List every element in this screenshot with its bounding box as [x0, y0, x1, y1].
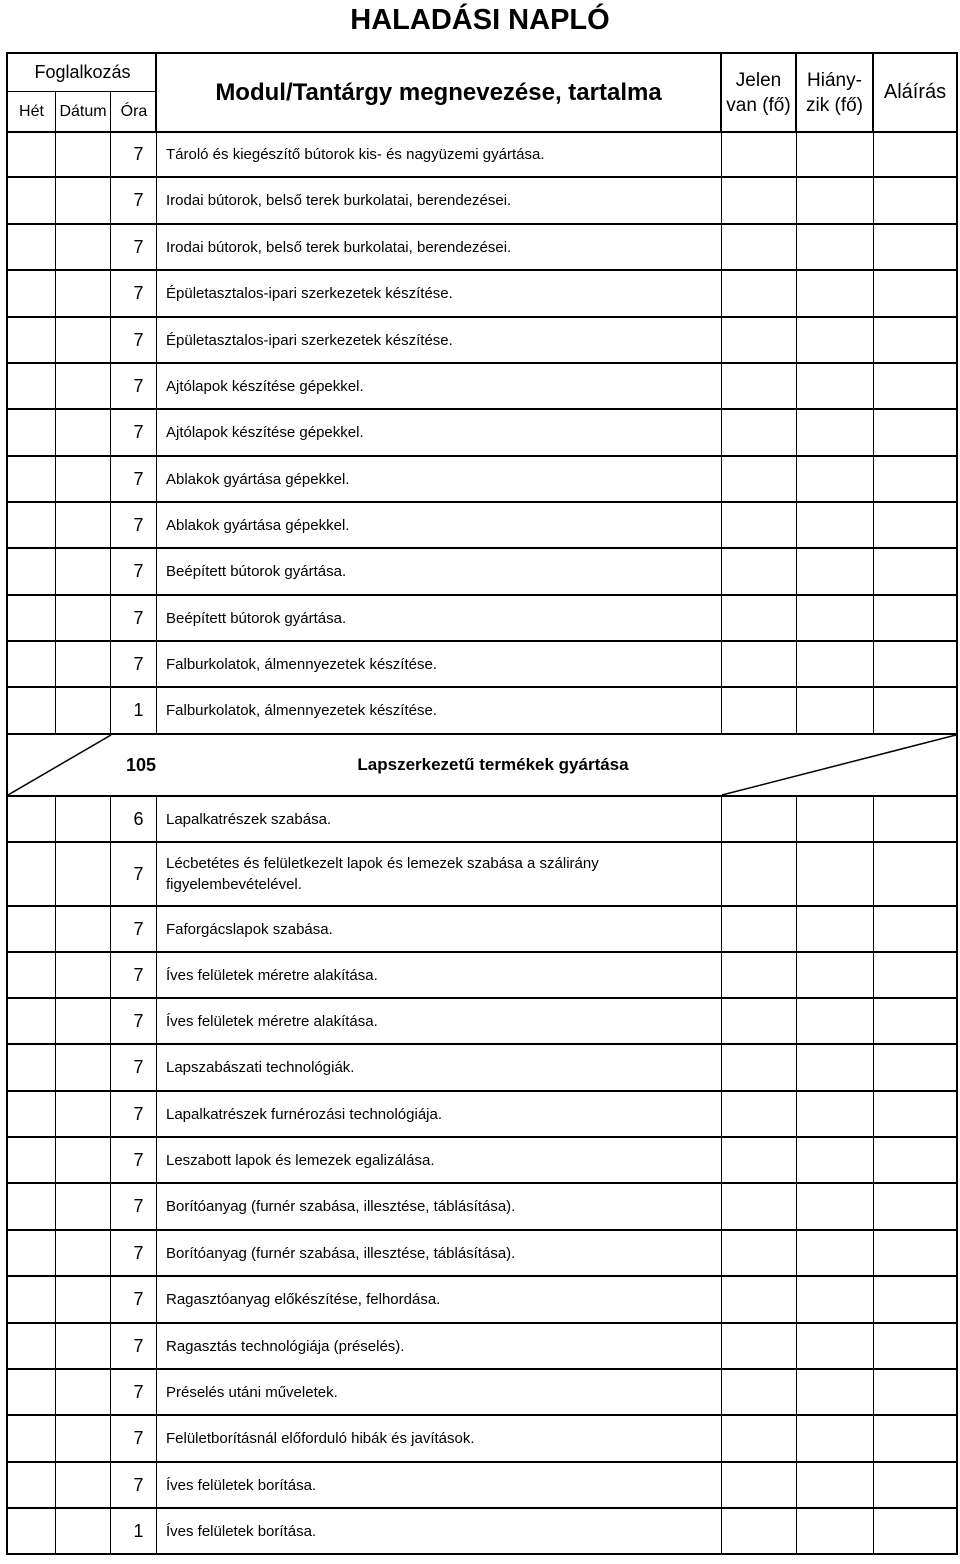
absent-cell[interactable] [797, 953, 874, 997]
het-cell[interactable] [8, 1509, 56, 1553]
absent-cell[interactable] [797, 596, 874, 640]
datum-cell[interactable] [56, 688, 111, 733]
datum-cell[interactable] [56, 999, 111, 1043]
signature-cell[interactable] [874, 1463, 956, 1507]
datum-cell[interactable] [56, 271, 111, 316]
datum-cell[interactable] [56, 642, 111, 686]
present-cell[interactable] [722, 1138, 797, 1182]
header-hiany-line2: zik (fő) [806, 94, 863, 116]
hours-cell: 7 [111, 503, 157, 547]
signature-cell[interactable] [874, 1092, 956, 1136]
absent-cell[interactable] [797, 688, 874, 733]
signature-cell[interactable] [874, 1045, 956, 1090]
description-cell: Tároló és kiegészítő bútorok kis- és nagyüzemi gyártása. [157, 133, 722, 176]
het-cell[interactable] [8, 410, 56, 455]
absent-cell[interactable] [797, 1324, 874, 1368]
table-row [6, 688, 958, 735]
het-cell[interactable] [8, 225, 56, 269]
table-row [6, 364, 958, 410]
present-cell[interactable] [722, 953, 797, 997]
het-cell[interactable] [8, 1324, 56, 1368]
signature-cell[interactable] [874, 178, 956, 223]
description-cell: Faforgácslapok szabása. [157, 907, 722, 951]
hours-cell: 7 [111, 1231, 157, 1275]
signature-cell[interactable] [874, 1370, 956, 1414]
absent-cell[interactable] [797, 1045, 874, 1090]
present-cell[interactable] [722, 457, 797, 501]
signature-cell[interactable] [874, 1416, 956, 1461]
present-cell[interactable] [722, 410, 797, 455]
table-row [6, 953, 958, 999]
het-cell[interactable] [8, 596, 56, 640]
absent-cell[interactable] [797, 1370, 874, 1414]
description-cell: Felületborításnál előforduló hibák és javítások. [157, 1416, 722, 1461]
description-cell: Ajtólapok készítése gépekkel. [157, 410, 722, 455]
het-cell[interactable] [8, 1370, 56, 1414]
signature-cell[interactable] [874, 843, 956, 905]
datum-cell[interactable] [56, 410, 111, 455]
absent-cell[interactable] [797, 1138, 874, 1182]
absent-cell[interactable] [797, 907, 874, 951]
header-ora: Óra [120, 102, 148, 120]
table-row [6, 1370, 958, 1416]
description-cell: Lapalkatrészek furnérozási technológiája. [157, 1092, 722, 1136]
description-cell: Épületasztalos-ipari szerkezetek készítése. [157, 318, 722, 362]
hours-cell: 7 [111, 642, 157, 686]
hours-cell: 1 [111, 1509, 157, 1553]
description-cell: Leszabott lapok és lemezek egalizálása. [157, 1138, 722, 1182]
absent-cell[interactable] [797, 1463, 874, 1507]
het-cell[interactable] [8, 1277, 56, 1322]
present-cell[interactable] [722, 688, 797, 733]
het-cell[interactable] [8, 1184, 56, 1229]
datum-cell[interactable] [56, 843, 111, 905]
hours-cell: 7 [111, 1416, 157, 1461]
hours-cell: 7 [111, 133, 157, 176]
table-row [6, 843, 958, 907]
hours-cell: 7 [111, 596, 157, 640]
het-cell[interactable] [8, 503, 56, 547]
het-cell[interactable] [8, 549, 56, 594]
signature-cell[interactable] [874, 953, 956, 997]
hours-cell: 7 [111, 318, 157, 362]
description-cell: Beépített bútorok gyártása. [157, 596, 722, 640]
description-cell: Lapalkatrészek szabása. [157, 797, 722, 841]
present-cell[interactable] [722, 1092, 797, 1136]
het-cell[interactable] [8, 642, 56, 686]
signature-cell[interactable] [874, 457, 956, 501]
het-cell[interactable] [8, 133, 56, 176]
datum-cell[interactable] [56, 907, 111, 951]
table-row [6, 1138, 958, 1184]
signature-cell[interactable] [874, 1184, 956, 1229]
absent-cell[interactable] [797, 549, 874, 594]
absent-cell[interactable] [797, 1231, 874, 1275]
table-header [6, 52, 958, 133]
description-cell: Épületasztalos-ipari szerkezetek készítése. [157, 271, 722, 316]
description-cell: Íves felületek méretre alakítása. [157, 999, 722, 1043]
datum-cell[interactable] [56, 503, 111, 547]
absent-cell[interactable] [797, 1277, 874, 1322]
present-cell[interactable] [722, 225, 797, 269]
hours-cell: 6 [111, 797, 157, 841]
absent-cell[interactable] [797, 318, 874, 362]
absent-cell[interactable] [797, 642, 874, 686]
datum-cell[interactable] [56, 457, 111, 501]
present-cell[interactable] [722, 133, 797, 176]
hours-cell: 7 [111, 549, 157, 594]
signature-cell[interactable] [874, 410, 956, 455]
het-cell[interactable] [8, 999, 56, 1043]
signature-cell[interactable] [874, 364, 956, 408]
present-cell[interactable] [722, 1184, 797, 1229]
table-row [6, 410, 958, 457]
absent-cell[interactable] [797, 364, 874, 408]
het-cell[interactable] [8, 271, 56, 316]
absent-cell[interactable] [797, 133, 874, 176]
datum-cell[interactable] [56, 1370, 111, 1414]
present-cell[interactable] [722, 1416, 797, 1461]
present-cell[interactable] [722, 1231, 797, 1275]
datum-cell[interactable] [56, 1092, 111, 1136]
present-cell[interactable] [722, 1509, 797, 1553]
table-row [6, 503, 958, 549]
het-cell[interactable] [8, 907, 56, 951]
hours-cell: 1 [111, 688, 157, 733]
present-cell[interactable] [722, 503, 797, 547]
absent-cell[interactable] [797, 1416, 874, 1461]
datum-cell[interactable] [56, 1231, 111, 1275]
het-cell[interactable] [8, 688, 56, 733]
het-cell[interactable] [8, 1045, 56, 1090]
present-cell[interactable] [722, 549, 797, 594]
hours-cell: 7 [111, 364, 157, 408]
present-cell[interactable] [722, 178, 797, 223]
absent-cell[interactable] [797, 843, 874, 905]
table-row [6, 271, 958, 318]
header-jelen [722, 54, 797, 131]
table-row [6, 596, 958, 642]
signature-cell[interactable] [874, 1277, 956, 1322]
section-row [6, 735, 958, 797]
header-hiany [797, 54, 874, 131]
table-row [6, 1463, 958, 1509]
signature-cell[interactable] [874, 1231, 956, 1275]
description-cell: Íves felületek borítása. [157, 1509, 722, 1553]
table-row [6, 225, 958, 271]
description-cell: Ablakok gyártása gépekkel. [157, 457, 722, 501]
section-hours: 105 [125, 754, 157, 775]
absent-cell[interactable] [797, 1092, 874, 1136]
datum-cell[interactable] [56, 1416, 111, 1461]
table-row [6, 642, 958, 688]
hours-cell: 7 [111, 1092, 157, 1136]
header-jelen-line1: Jelen [735, 69, 782, 91]
description-cell: Ajtólapok készítése gépekkel. [157, 364, 722, 408]
datum-cell[interactable] [56, 1045, 111, 1090]
hours-cell: 7 [111, 225, 157, 269]
present-cell[interactable] [722, 318, 797, 362]
absent-cell[interactable] [797, 1509, 874, 1553]
signature-cell[interactable] [874, 318, 956, 362]
het-cell[interactable] [8, 953, 56, 997]
signature-cell[interactable] [874, 688, 956, 733]
table-row [6, 907, 958, 953]
table-row [6, 1231, 958, 1277]
header-het: Hét [8, 92, 56, 131]
hours-cell: 7 [111, 457, 157, 501]
datum-cell[interactable] [56, 133, 111, 176]
hours-cell: 7 [111, 410, 157, 455]
header-jelen-line2: van (fő) [726, 94, 791, 116]
het-cell[interactable] [8, 797, 56, 841]
description-cell: Borítóanyag (furnér szabása, illesztése, táblásítása). [157, 1184, 722, 1229]
datum-cell[interactable] [56, 1277, 111, 1322]
present-cell[interactable] [722, 364, 797, 408]
hours-cell: 7 [111, 178, 157, 223]
datum-cell[interactable] [56, 1184, 111, 1229]
absent-cell[interactable] [797, 457, 874, 501]
het-cell[interactable] [8, 1092, 56, 1136]
present-cell[interactable] [722, 596, 797, 640]
description-cell: Irodai bútorok, belső terek burkolatai, berendezései. [157, 178, 722, 223]
het-cell[interactable] [8, 178, 56, 223]
table-row [6, 133, 958, 178]
header-hiany-line1: Hiány- [807, 69, 862, 91]
table-row [6, 1184, 958, 1231]
signature-cell[interactable] [874, 133, 956, 176]
signature-cell[interactable] [874, 907, 956, 951]
present-cell[interactable] [722, 843, 797, 905]
present-cell[interactable] [722, 1463, 797, 1507]
table-row [6, 1416, 958, 1463]
het-cell[interactable] [8, 1231, 56, 1275]
hours-cell: 7 [111, 1463, 157, 1507]
hours-cell: 7 [111, 1138, 157, 1182]
present-cell[interactable] [722, 797, 797, 841]
description-cell: Préselés utáni műveletek. [157, 1370, 722, 1414]
datum-cell[interactable] [56, 364, 111, 408]
hours-cell: 7 [111, 1370, 157, 1414]
header-datum: Dátum [56, 92, 111, 131]
present-cell[interactable] [722, 1277, 797, 1322]
hours-cell: 7 [111, 1324, 157, 1368]
absent-cell[interactable] [797, 1184, 874, 1229]
description-cell: Ragasztás technológiája (préselés). [157, 1324, 722, 1368]
datum-cell[interactable] [56, 797, 111, 841]
header-foglalkozas: Foglalkozás [8, 54, 157, 92]
signature-cell[interactable] [874, 225, 956, 269]
signature-cell[interactable] [874, 549, 956, 594]
datum-cell[interactable] [56, 1138, 111, 1182]
description-cell: Beépített bútorok gyártása. [157, 549, 722, 594]
progress-log-table [6, 52, 958, 1558]
datum-cell[interactable] [56, 596, 111, 640]
absent-cell[interactable] [797, 503, 874, 547]
het-cell[interactable] [8, 364, 56, 408]
table-row [6, 1092, 958, 1138]
hours-cell: 7 [111, 907, 157, 951]
table-row [6, 549, 958, 596]
table-row [6, 1277, 958, 1324]
description-cell: Falburkolatok, álmennyezetek készítése. [157, 642, 722, 686]
signature-cell[interactable] [874, 999, 956, 1043]
description-cell: Lapszabászati technológiák. [157, 1045, 722, 1090]
table-row [6, 457, 958, 503]
table-row [6, 1045, 958, 1092]
absent-cell[interactable] [797, 178, 874, 223]
datum-cell[interactable] [56, 1509, 111, 1553]
present-cell[interactable] [722, 642, 797, 686]
datum-cell[interactable] [56, 178, 111, 223]
section-title: Lapszerkezetű termékek gyártása [357, 755, 629, 774]
description-cell: Íves felületek borítása. [157, 1463, 722, 1507]
description-cell: Lécbetétes és felületkezelt lapok és lemezek szabása a szálirány figyelembevételével. [157, 843, 722, 905]
signature-cell[interactable] [874, 1509, 956, 1553]
present-cell[interactable] [722, 1370, 797, 1414]
signature-cell[interactable] [874, 642, 956, 686]
hours-cell: 7 [111, 953, 157, 997]
description-cell: Falburkolatok, álmennyezetek készítése. [157, 688, 722, 733]
hours-cell: 7 [111, 1184, 157, 1229]
het-cell[interactable] [8, 1138, 56, 1182]
description-cell: Íves felületek méretre alakítása. [157, 953, 722, 997]
absent-cell[interactable] [797, 999, 874, 1043]
hours-cell: 7 [111, 271, 157, 316]
het-cell[interactable] [8, 1463, 56, 1507]
signature-cell[interactable] [874, 797, 956, 841]
table-row [6, 797, 958, 843]
header-modul: Modul/Tantárgy megnevezése, tartalma [157, 54, 722, 131]
signature-cell[interactable] [874, 1138, 956, 1182]
hours-cell: 7 [111, 1045, 157, 1090]
description-cell: Ragasztóanyag előkészítése, felhordása. [157, 1277, 722, 1322]
absent-cell[interactable] [797, 225, 874, 269]
het-cell[interactable] [8, 843, 56, 905]
present-cell[interactable] [722, 1045, 797, 1090]
hours-cell: 7 [111, 999, 157, 1043]
signature-cell[interactable] [874, 596, 956, 640]
datum-cell[interactable] [56, 318, 111, 362]
het-cell[interactable] [8, 457, 56, 501]
description-cell: Irodai bútorok, belső terek burkolatai, berendezései. [157, 225, 722, 269]
present-cell[interactable] [722, 907, 797, 951]
table-row [6, 999, 958, 1045]
present-cell[interactable] [722, 1324, 797, 1368]
datum-cell[interactable] [56, 1463, 111, 1507]
signature-cell[interactable] [874, 1324, 956, 1368]
page-title: HALADÁSI NAPLÓ [350, 4, 610, 36]
datum-cell[interactable] [56, 953, 111, 997]
datum-cell[interactable] [56, 1324, 111, 1368]
datum-cell[interactable] [56, 549, 111, 594]
hours-cell: 7 [111, 1277, 157, 1322]
datum-cell[interactable] [56, 225, 111, 269]
present-cell[interactable] [722, 999, 797, 1043]
description-cell: Ablakok gyártása gépekkel. [157, 503, 722, 547]
description-cell: Borítóanyag (furnér szabása, illesztése, táblásítása). [157, 1231, 722, 1275]
table-row [6, 1509, 958, 1555]
signature-cell[interactable] [874, 503, 956, 547]
header-alairas: Aláírás [883, 81, 947, 103]
absent-cell[interactable] [797, 410, 874, 455]
absent-cell[interactable] [797, 271, 874, 316]
table-row [6, 1324, 958, 1370]
table-row [6, 318, 958, 364]
het-cell[interactable] [8, 1416, 56, 1461]
absent-cell[interactable] [797, 797, 874, 841]
het-cell[interactable] [8, 318, 56, 362]
signature-cell[interactable] [874, 271, 956, 316]
header-foglalkozas-group [8, 54, 157, 131]
hours-cell: 7 [111, 843, 157, 905]
table-row [6, 178, 958, 225]
present-cell[interactable] [722, 271, 797, 316]
